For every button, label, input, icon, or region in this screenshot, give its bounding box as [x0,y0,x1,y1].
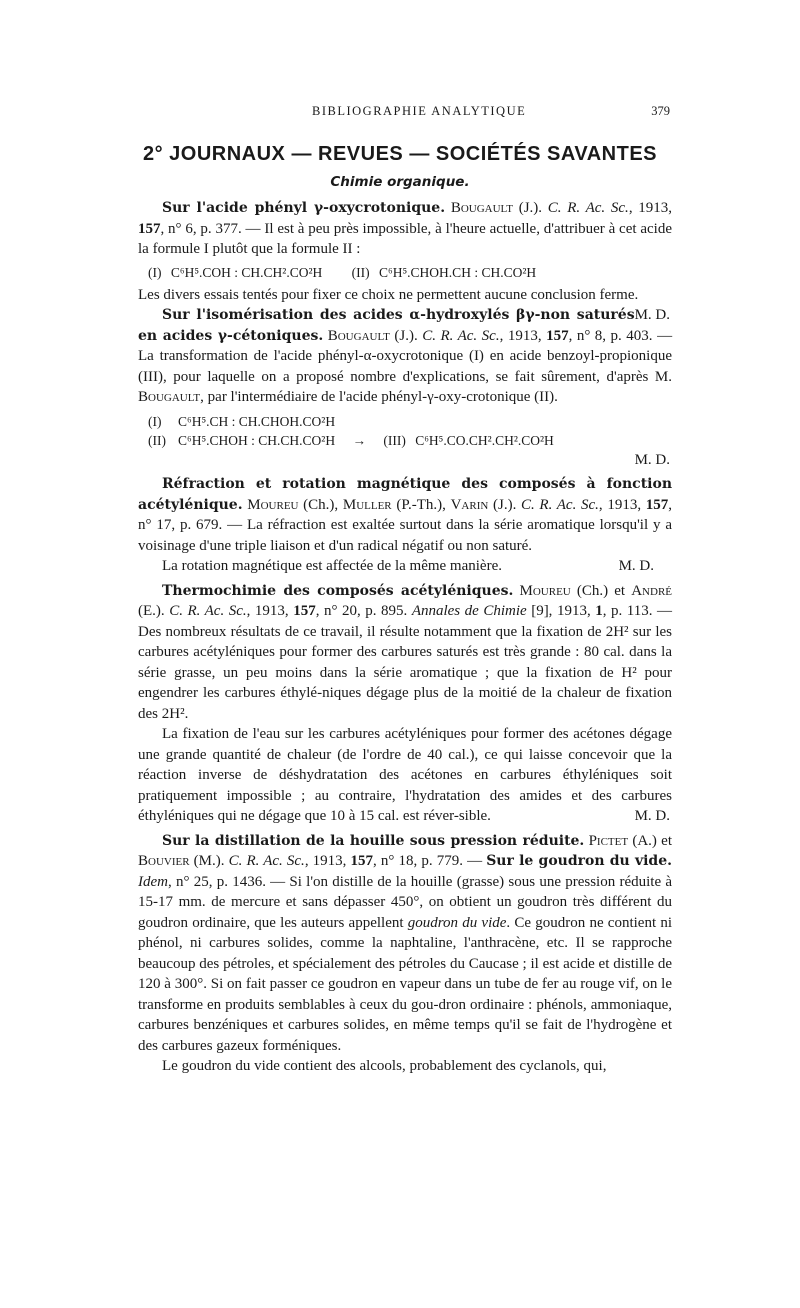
article-5-journal: C. R. Ac. Sc. [228,853,305,869]
article-5-author: Bouvier [138,853,190,869]
article-3-title: Réfraction et rotation magnétique des composés à fonction acétylénique. [138,476,672,513]
article-1-volume: 157 [138,220,161,237]
article-3-author-initial: (J.). [488,496,521,513]
article-3-body2-text: La rotation magnétique est affectée de la même manière. [162,558,502,574]
article-2-journal: C. R. Ac. Sc. [422,327,500,344]
article-5-ref: , 1913, [304,853,351,869]
article-4-author-initial: (Ch.) et [570,582,632,599]
running-head-title: BIBLIOGRAPHIE ANALYTIQUE [312,104,527,118]
article-1-formulas [138,263,672,282]
article-2-author: Bougault [327,327,390,344]
article-2-volume: 157 [546,327,569,344]
article-3-author: Varin [450,496,489,513]
article-4-author-initial: (E.). [138,603,170,619]
signature: M. D. [618,558,654,574]
formula-line [148,412,672,431]
article-4-journal2: Annales de Chimie [411,603,527,619]
article-5-author-initial: (M.). [189,853,229,869]
article-4-volume2: 1 [595,603,603,619]
article-4-body2 [138,724,672,827]
signature: M. D. [634,451,670,468]
formula-label: (III) [383,432,406,448]
article-5-body-b: . Ce goudron ne contient ni phénol, ni carbures solides, comme la naphtaline, l'anthracène, etc. Il se rapproche beaucoup des pétroles, et spécialement des pétroles du Caucase ; il est acide et distille de 120 à 300°. Si on fait passer ce goudron en vapeur dans un tube de fer au rouge vif, on le transforme en produits semblables à ceux du gou-dron ordinaire : phénols, ammoniaque, carbures benzéniques et carbures solides, en même temps qu'il se fait de l'hydrogène et des carbures gazeux forméniques. [138,914,673,1054]
article-1-author-initial: (J.). [512,200,548,216]
article-3-author: Moureu [247,496,299,513]
page-number: 379 [651,104,670,118]
article-5-author-initial: (A.) et [628,832,672,849]
article-5-body2-text: Le goudron du vide contient des alcools, probablement des cyclanols, qui, [162,1058,607,1074]
article-4-body: , p. 113. — Des nombreux résultats de ce travail, il résulte notamment que la fixation de 2H² sur les carbures acétyléniques pour former des carbures saturés est très grande : 80 cal. dans la série grasse, un peu moins dans la série aromatique ; que la fixation de H² pour engendrer les carbures éthylé-niques dégage plus de la moitié de la chaleur de fixation des 2H². [138,603,672,722]
signature: M. D. [634,307,670,323]
arrow-icon: → [352,432,366,448]
article-4-volume: 157 [293,603,316,619]
article-1-ref: , 1913, [628,200,673,216]
article-4-ref: , 1913, [246,603,294,619]
article-3-author-initial: (Ch.), [298,496,343,513]
formula-line [148,431,672,450]
article-5-body: , n° 25, p. 1436. — Si l'on distille de la houille (grasse) sous une pression réduite à 15-17 mm. de mercure et sans dépasser 450°, on obtient un goudron très différent du goudron ordinaire, que les auteurs appellent [138,873,672,931]
article-4-author: Moureu [519,582,571,599]
article-2-title: Sur l'isomérisation des acides α-hydroxylés βγ-non saturés en acides γ-cétoniques. [138,307,635,344]
article-3-body: , n° 17, p. 679. — La réfraction est exaltée surtout dans la série aromatique lorsqu'il y a voisinage d'une triple liaison et d'un radical négatif ou non saturé. [138,496,673,554]
article-1-title: Sur l'acide phényl γ-oxycrotonique. [162,200,446,216]
article-3-ref: , 1913, [598,496,646,513]
article-1-body [138,285,672,323]
article-5-author: Pictet [588,832,629,849]
formula: C⁶H⁵.COH : CH.CH².CO²H [170,264,323,280]
article-4-ref2: , n° 20, p. 895. [315,603,412,619]
article-5-volume: 157 [350,853,374,869]
formula: C⁶H⁵.CO.CH².CH².CO²H [415,432,554,448]
formula: C⁶H⁵.CH : CH.CHOH.CO²H [178,413,336,429]
article-3-author-initial: (P.-Th.), [391,496,451,513]
article-4-body2-text: La fixation de l'eau sur les carbures acétyléniques pour former des acétones dégage une grande quantité de chaleur (de l'ordre de 40 cal.), ce qui laisse concevoir que la réaction inverse de déshydratation des acétones en carbures éthyléniques soit pratiquement impossible ; au contraire, l'hydratation des amides et des carbures éthyléniques qui ne dégage que 10 à 15 cal. est réver-sible. [138,726,672,824]
article-4-title: Thermochimie des composés acétyléniques. [162,582,514,599]
article-5-idem: Idem [138,873,168,890]
article-5-body2 [138,1056,672,1077]
article-2-body-author: Bougault [138,389,201,405]
article-5-title: Sur la distillation de la houille sous pression réduite. [162,832,585,849]
article-3-journal: C. R. Ac. Sc. [521,496,599,513]
article-2-ref: , 1913, [499,327,547,344]
article-4-ref3: [9], 1913, [526,603,596,619]
page-content [138,198,672,1077]
formula-label: (I) [148,264,162,280]
article-4-journal: C. R. Ac. Sc. [169,603,247,619]
article-2-formulas [138,412,672,450]
article-5-term: goudron du vide [407,914,507,931]
article-5-title2: Sur le goudron du vide. [486,853,672,869]
article-3-volume: 157 [645,496,669,513]
article-3-body2 [138,556,672,577]
article-1-text: , n° 6, p. 377. — Il est à peu près impossible, à l'heure actuelle, d'attribuer à cet acide la formule I plutôt que la formule II : [138,220,672,257]
section-heading: 2° JOURNAUX — REVUES — SOCIÉTÉS SAVANTES [142,143,657,165]
formula-label: (I) [148,413,162,429]
article-5-ref2: , n° 18, p. 779. — [373,853,487,869]
article-1-body-text: Les divers essais tentés pour fixer ce choix ne permettent aucune conclusion ferme. [138,286,639,303]
article-4-author: André [631,582,672,599]
article-2-issue: , n° 8, p. 403. [568,327,653,344]
signature: M. D. [634,808,670,824]
article-2-author-initial: (J.). [389,327,423,344]
article-5 [138,831,672,1057]
formula-label: (II) [148,432,166,448]
article-2-body-end: , par l'intermédiaire de l'acide phényl-γ-oxy-crotonique (II). [200,389,558,405]
article-2 [138,305,672,408]
article-4 [138,581,672,725]
article-3-author: Muller [342,496,392,513]
article-1-journal: C. R. Ac. Sc. [547,200,629,216]
article-1 [138,198,672,260]
formula: C⁶H⁵.CHOH : CH.CH.CO²H [178,432,336,448]
formula: C⁶H⁵.CHOH.CH : CH.CO²H [379,264,537,280]
article-1-author: Bougault [450,200,513,216]
article-3 [138,474,672,556]
article-2-body: — La transformation de l'acide phényl-α-oxycrotonique (I) en acide benzoyl-propionique (III), pour laquelle on a proposé nombre d'explications, se fait sûrement, d'après M. [138,327,673,385]
subheading: Chimie organique. [330,174,470,190]
formula-label: (II) [351,264,370,280]
